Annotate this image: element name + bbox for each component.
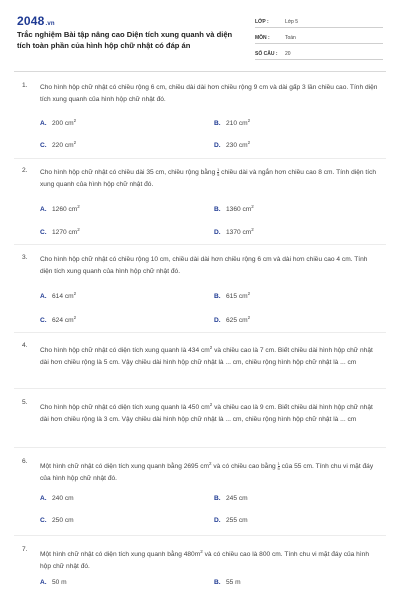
option-c[interactable] — [40, 140, 76, 149]
option-letter: C. — [40, 517, 47, 524]
meta-label: SỐ CÂU : — [255, 51, 278, 57]
option-value: 625 cm — [226, 317, 248, 325]
option-value: 50 m — [52, 579, 67, 586]
option-sup: 2 — [251, 227, 254, 232]
question-3 — [22, 254, 382, 334]
option-sup: 2 — [73, 140, 77, 145]
question-text-before: Cho hình hộp chữ nhật có chiều dài 35 cm, chiều rộng bằng — [40, 169, 216, 176]
option-c[interactable] — [40, 227, 80, 236]
question-text — [40, 342, 380, 368]
fraction-numerator: 1 — [217, 166, 220, 172]
question-6 — [22, 458, 382, 532]
option-b[interactable] — [214, 204, 254, 213]
question-separator — [14, 332, 386, 333]
option-b[interactable] — [214, 495, 248, 502]
option-a[interactable] — [40, 204, 80, 213]
worksheet-header — [17, 14, 383, 64]
option-letter: A. — [40, 293, 47, 301]
question-text-after: và có chiều cao là 800 cm. Tính chu vi mặt đáy của hình hộp chữ nhật đó. — [40, 551, 370, 570]
meta-row-class — [255, 14, 383, 28]
option-a[interactable] — [40, 291, 76, 300]
option-value: 1370 cm — [226, 229, 252, 237]
question-number: 2. — [22, 167, 28, 174]
question-text-after: và chiều cao là 7 cm. Biết chiều dài hình hộp chữ nhật dài hơn chiều rộng là 5 cm. Vậy chiều dài hình hộp chữ nhật là ... cm, chiều rộng hình hộp chữ nhật là ... cm — [40, 347, 373, 366]
option-letter: C. — [40, 229, 47, 237]
option-value: 230 cm — [226, 142, 248, 150]
question-2 — [22, 167, 382, 247]
option-a[interactable] — [40, 118, 76, 127]
option-value: 55 m — [226, 579, 241, 586]
fraction-denominator: 5 — [217, 171, 220, 177]
question-text-after: chiều dài và ngắn hơn chiều cao 8 cm. Tính diện tích xung quanh của hình hộp chữ nhật đó. — [40, 169, 377, 188]
option-b[interactable] — [214, 579, 241, 586]
question-7 — [22, 546, 382, 596]
option-value: 614 cm — [52, 293, 74, 301]
question-sup: 2 — [200, 549, 203, 554]
option-letter: A. — [40, 495, 47, 502]
option-sup: 2 — [73, 291, 77, 296]
option-a[interactable] — [40, 579, 67, 586]
question-number: 4. — [22, 342, 28, 349]
option-letter: B. — [214, 495, 221, 502]
question-separator — [14, 447, 386, 448]
option-sup: 2 — [77, 227, 80, 232]
option-letter: A. — [40, 579, 47, 586]
option-b[interactable] — [214, 291, 250, 300]
question-number: 1. — [22, 82, 28, 89]
option-sup: 2 — [247, 118, 251, 123]
option-sup: 2 — [247, 315, 251, 320]
option-letter: C. — [40, 317, 47, 325]
page-title: Trắc nghiệm Bài tập nâng cao Diện tích xung quanh và diện tích toàn phần của hình hộp chữ nhật có đáp án — [17, 30, 233, 50]
option-letter: B. — [214, 579, 221, 586]
option-d[interactable] — [214, 315, 250, 324]
question-separator — [14, 535, 386, 536]
question-text-before: Cho hình hộp chữ nhật có diện tích xung quanh là 450 cm — [40, 404, 210, 412]
option-sup: 2 — [247, 140, 251, 145]
option-value: 255 cm — [226, 517, 248, 524]
question-number: 5. — [22, 399, 28, 406]
fraction-denominator: 5 — [277, 465, 280, 471]
question-text-after: của 55 cm. Tính chu vi mặt đáy của hình hộp chữ nhật đó. — [40, 463, 374, 482]
option-sup: 2 — [77, 204, 80, 209]
option-letter: C. — [40, 142, 47, 150]
question-number: 3. — [22, 254, 28, 261]
option-letter: D. — [214, 317, 221, 325]
question-text — [40, 458, 380, 484]
logo-tld: .vn — [45, 21, 55, 27]
question-text: Cho hình hộp chữ nhật có chiều rộng 10 cm, chiều dài dài hơn chiều rộng 6 cm và dài hơn chiều cao 4 cm. Tính diện tích xung quanh của hình hộp chữ nhật đó. — [40, 256, 368, 275]
option-letter: B. — [214, 206, 221, 214]
option-b[interactable] — [214, 118, 250, 127]
meta-value: Lớp 5 — [285, 19, 299, 25]
option-d[interactable] — [214, 517, 248, 524]
option-letter: D. — [214, 142, 221, 150]
option-c[interactable] — [40, 517, 74, 524]
option-sup: 2 — [73, 315, 77, 320]
fraction — [278, 462, 280, 471]
option-d[interactable] — [214, 140, 250, 149]
option-value: 240 cm — [52, 495, 74, 502]
site-logo[interactable] — [17, 14, 55, 28]
option-d[interactable] — [214, 227, 254, 236]
meta-row-subject — [255, 30, 383, 44]
option-value: 210 cm — [226, 120, 248, 128]
option-letter: D. — [214, 229, 221, 237]
meta-value: Toán — [285, 35, 296, 41]
question-text — [40, 399, 380, 425]
question-sup: 2 — [209, 402, 213, 407]
question-text-mid: và có chiều cao bằng — [211, 463, 276, 471]
option-c[interactable] — [40, 315, 76, 324]
option-value: 624 cm — [52, 317, 74, 325]
question-text — [40, 546, 380, 572]
option-value: 250 cm — [52, 517, 74, 524]
question-text-before: Một hình chữ nhật có diện tích xung quanh bằng 2695 cm — [40, 463, 210, 471]
option-letter: A. — [40, 206, 47, 214]
option-value: 1260 cm — [52, 206, 78, 214]
question-separator — [14, 244, 386, 245]
question-separator — [14, 388, 386, 389]
fraction — [217, 168, 219, 177]
meta-label: MÔN : — [255, 35, 270, 41]
option-a[interactable] — [40, 495, 74, 502]
option-value: 220 cm — [52, 142, 74, 150]
logo-text: 2048 — [17, 14, 45, 28]
option-sup: 2 — [73, 118, 77, 123]
option-sup: 2 — [247, 291, 251, 296]
option-letter: B. — [214, 120, 221, 128]
header-divider — [14, 71, 386, 72]
option-letter: A. — [40, 120, 47, 128]
question-text: Cho hình hộp chữ nhật có chiều rộng 6 cm, chiều dài dài hơn chiều rộng 9 cm và dài gấp 3 lần chiều cao. Tính diện tích xung quanh của hình hộp chữ nhật đó. — [40, 84, 378, 103]
option-value: 1360 cm — [226, 206, 252, 214]
question-number: 6. — [22, 458, 28, 465]
question-text-before: Cho hình hộp chữ nhật có diện tích xung quanh là 434 cm — [40, 347, 210, 355]
question-text — [40, 167, 380, 190]
question-1 — [22, 82, 382, 162]
option-value: 1270 cm — [52, 229, 78, 237]
question-5 — [22, 399, 382, 439]
question-sup: 2 — [209, 345, 213, 350]
question-separator — [14, 158, 386, 159]
meta-label: LỚP : — [255, 19, 269, 25]
option-value: 200 cm — [52, 120, 74, 128]
meta-row-count — [255, 46, 383, 60]
question-text-after: và chiều cao là 9 cm. Biết chiều dài hình hộp chữ nhật dài hơn chiều rộng là 3 cm. Vậy chiều dài hình hộp chữ nhật là ... cm, chiều rộng hình hộp chữ nhật là ... cm — [40, 404, 373, 423]
meta-value: 20 — [285, 51, 291, 57]
question-sup: 2 — [209, 461, 212, 466]
worksheet-meta — [255, 14, 383, 62]
option-value: 245 cm — [226, 495, 248, 502]
option-letter: B. — [214, 293, 221, 301]
option-sup: 2 — [251, 204, 254, 209]
fraction-numerator: 1 — [277, 460, 280, 466]
question-text-before: Một hình chữ nhật có diện tích xung quanh bằng 480m — [40, 551, 201, 559]
option-value: 615 cm — [226, 293, 248, 301]
option-letter: D. — [214, 517, 221, 524]
question-number: 7. — [22, 546, 28, 553]
question-4 — [22, 342, 382, 382]
